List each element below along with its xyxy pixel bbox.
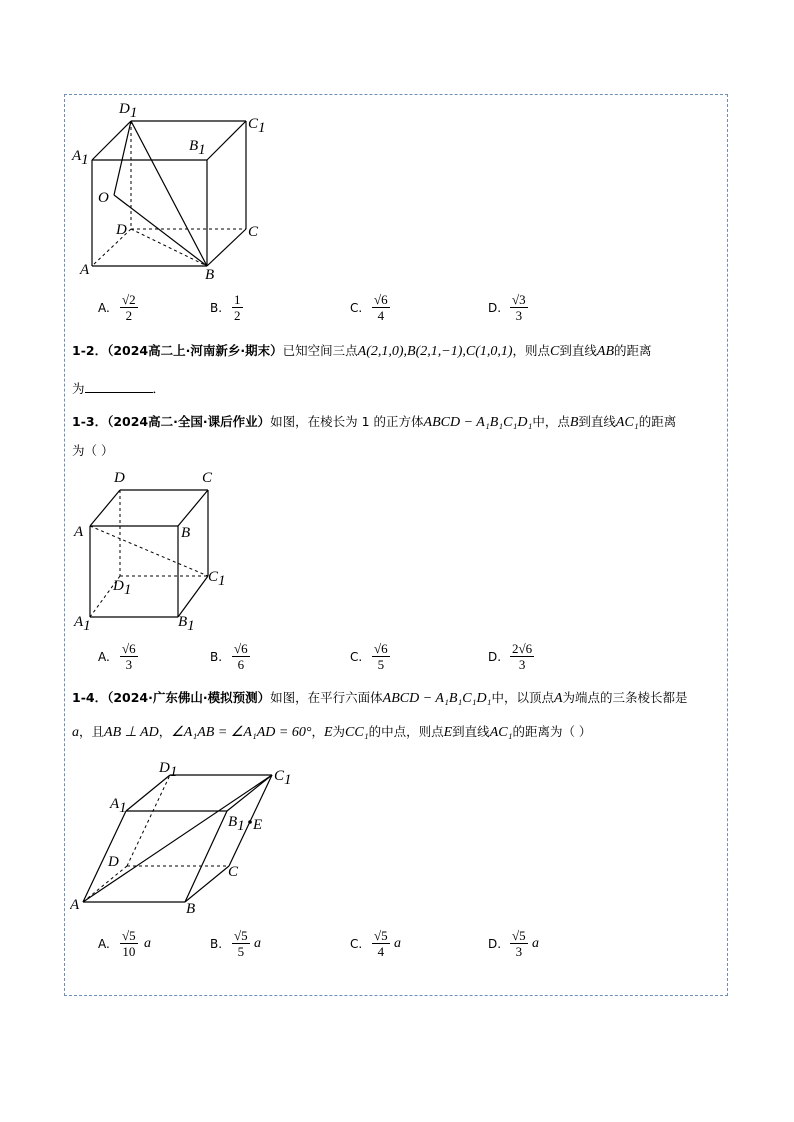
point-E bbox=[248, 820, 252, 824]
variable-a: a bbox=[532, 936, 539, 951]
label-O: O bbox=[98, 190, 109, 206]
fraction: $\frac{√5}{5}$ bbox=[234, 928, 248, 959]
question-1-4-line-1: 1-4．（2024·广东佛山·模拟预测）如图，在平行六面体ABCD − A₁B₁C₁D₁中，以顶点A为端点的三条棱长都是 bbox=[72, 690, 688, 706]
label-C1: C1 bbox=[248, 116, 266, 136]
variable-a: a bbox=[394, 936, 401, 951]
edge bbox=[126, 775, 170, 811]
fraction: $\frac{√6}{5}$ bbox=[374, 641, 388, 672]
label-D1: D1 bbox=[119, 101, 138, 121]
label-B: B bbox=[181, 525, 191, 541]
variable-a: a bbox=[144, 936, 151, 951]
fraction: $\frac{√3}{3}$ bbox=[512, 292, 526, 323]
figure-parallelepiped bbox=[70, 756, 310, 918]
question-1-3-line-2: 为（ ） bbox=[72, 443, 114, 458]
label-A: A bbox=[80, 262, 90, 278]
label-D1: D1 bbox=[113, 578, 132, 598]
label-A: A bbox=[70, 897, 80, 913]
fraction: $\frac{2√6}{3}$ bbox=[512, 641, 533, 672]
edge bbox=[83, 811, 126, 902]
label-B1: B1 bbox=[228, 814, 245, 834]
question-number: 1-4． bbox=[72, 690, 108, 705]
question-1-2-line-1: 1-2．（2024高二上·河南新乡·期末）已知空间三点A(2,1,0),B(2,1,−1),C(1,0,1)，则点C到直线AB的距离 bbox=[72, 343, 652, 359]
question-number: 1-3． bbox=[72, 414, 108, 429]
diagonal-AC1 bbox=[83, 775, 272, 902]
fraction: $\frac{√5}{4}$ bbox=[374, 928, 388, 959]
label-A1: A1 bbox=[72, 148, 89, 168]
fraction: $\frac{1}{2}$ bbox=[234, 292, 241, 323]
edge bbox=[90, 490, 120, 526]
hidden-diagonal-AC1 bbox=[90, 526, 208, 576]
question-source: （2024高二·全国·课后作业） bbox=[107, 414, 271, 429]
label-B: B bbox=[186, 901, 196, 917]
label-C: C bbox=[202, 470, 213, 486]
label-D1: D1 bbox=[159, 760, 178, 780]
hidden-diagonal-DB bbox=[131, 229, 207, 266]
label-B: B bbox=[205, 267, 215, 283]
fraction: $\frac{√6}{3}$ bbox=[122, 641, 136, 672]
figure-unit-cube bbox=[70, 462, 240, 638]
label-A1: A1 bbox=[74, 614, 91, 634]
variable-a: a bbox=[254, 936, 261, 951]
question-1-4-line-2: a，且AB ⊥ AD，∠A₁AB = ∠A₁AD = 60°，E为CC₁的中点，则点E到直线AC₁的距离为（ ） bbox=[72, 724, 592, 740]
label-E: E bbox=[253, 817, 263, 833]
question-source: （2024·广东佛山·模拟预测） bbox=[107, 690, 271, 705]
fraction: $\frac{√5}{3}$ bbox=[512, 928, 526, 959]
label-C: C bbox=[248, 224, 259, 240]
label-D: D bbox=[116, 222, 127, 238]
label-C1: C1 bbox=[208, 569, 226, 589]
label-A: A bbox=[74, 524, 84, 540]
hidden-edge bbox=[83, 866, 127, 902]
fraction: $\frac{√5}{10}$ bbox=[122, 928, 136, 959]
fraction: $\frac{√6}{4}$ bbox=[374, 292, 388, 323]
edge bbox=[92, 121, 131, 160]
label-D: D bbox=[108, 854, 119, 870]
edge bbox=[178, 576, 208, 617]
figure-cube-with-O bbox=[70, 96, 280, 286]
question-source: （2024高二上·河南新乡·期末） bbox=[107, 343, 283, 358]
label-D: D bbox=[114, 470, 125, 486]
label-B1: B1 bbox=[178, 614, 195, 634]
label-C: C bbox=[228, 864, 239, 880]
edge bbox=[207, 121, 246, 160]
edge bbox=[185, 811, 227, 902]
hidden-edge bbox=[127, 775, 170, 866]
segment-OB bbox=[114, 195, 207, 266]
fraction: $\frac{√2}{2}$ bbox=[122, 292, 136, 323]
edge bbox=[227, 775, 272, 811]
points: A(2,1,0),B(2,1,−1),C(1,0,1) bbox=[357, 344, 513, 359]
fraction: $\frac{√6}{6}$ bbox=[234, 641, 248, 672]
question-1-2-line-2: 为 ． bbox=[72, 381, 166, 396]
label-A1: A1 bbox=[110, 796, 127, 816]
segment-D1O bbox=[114, 121, 131, 195]
edge bbox=[185, 866, 229, 902]
question-1-3-line-1: 1-3．（2024高二·全国·课后作业）如图，在棱长为 1 的正方体ABCD − A₁B₁C₁D₁中，点B到直线AC₁的距离 bbox=[72, 414, 677, 430]
question-number: 1-2． bbox=[72, 343, 108, 358]
edge bbox=[207, 229, 246, 266]
label-B1: B1 bbox=[189, 138, 206, 158]
edge bbox=[178, 490, 208, 526]
answer-blank[interactable] bbox=[85, 380, 153, 393]
label-C1: C1 bbox=[274, 768, 292, 788]
